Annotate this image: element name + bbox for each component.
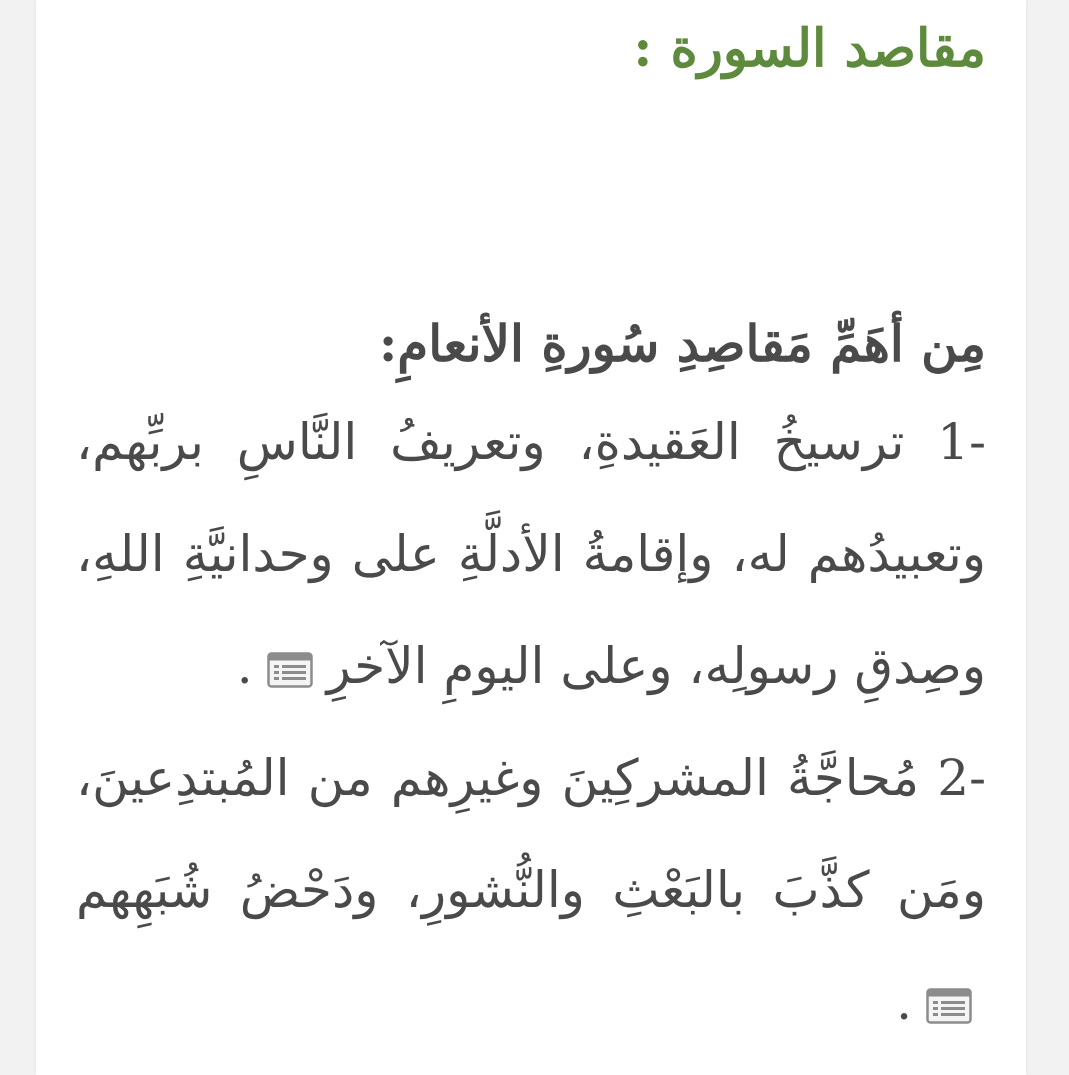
point-2 (76, 722, 986, 1058)
point-1-text: ترسيخُ العَقيدةِ، وتعريفُ النَّاسِ بربِّهم، وتعبيدُهم له، وإقامةُ الأدلَّةِ على وحدانيَّةِ اللهِ، وصِدقِ رسولِه، وعلى اليومِ الآخرِ (76, 413, 986, 695)
intro-line: مِن أهَمِّ مَقاصِدِ سُورةِ الأنعامِ: (378, 314, 986, 373)
document-content (76, 0, 986, 1058)
point-1-number: 1- (937, 413, 986, 471)
point-2-end: . (896, 973, 912, 1031)
section-heading: مقاصد السورة : (633, 18, 986, 79)
point-2-text: مُحاجَّةُ المشركِينَ وغيرِهم من المُبتدِعينَ، ومَن كذَّبَ بالبَعْثِ والنُّشورِ، ودَحْضُ شُبَهِهم (76, 749, 986, 919)
point-1-end: . (236, 637, 253, 695)
document-page (36, 0, 1026, 1075)
point-1 (76, 386, 986, 722)
footnote-list-icon[interactable] (267, 652, 313, 688)
point-2-number: 2- (937, 749, 986, 807)
footnote-list-icon[interactable] (926, 988, 972, 1024)
